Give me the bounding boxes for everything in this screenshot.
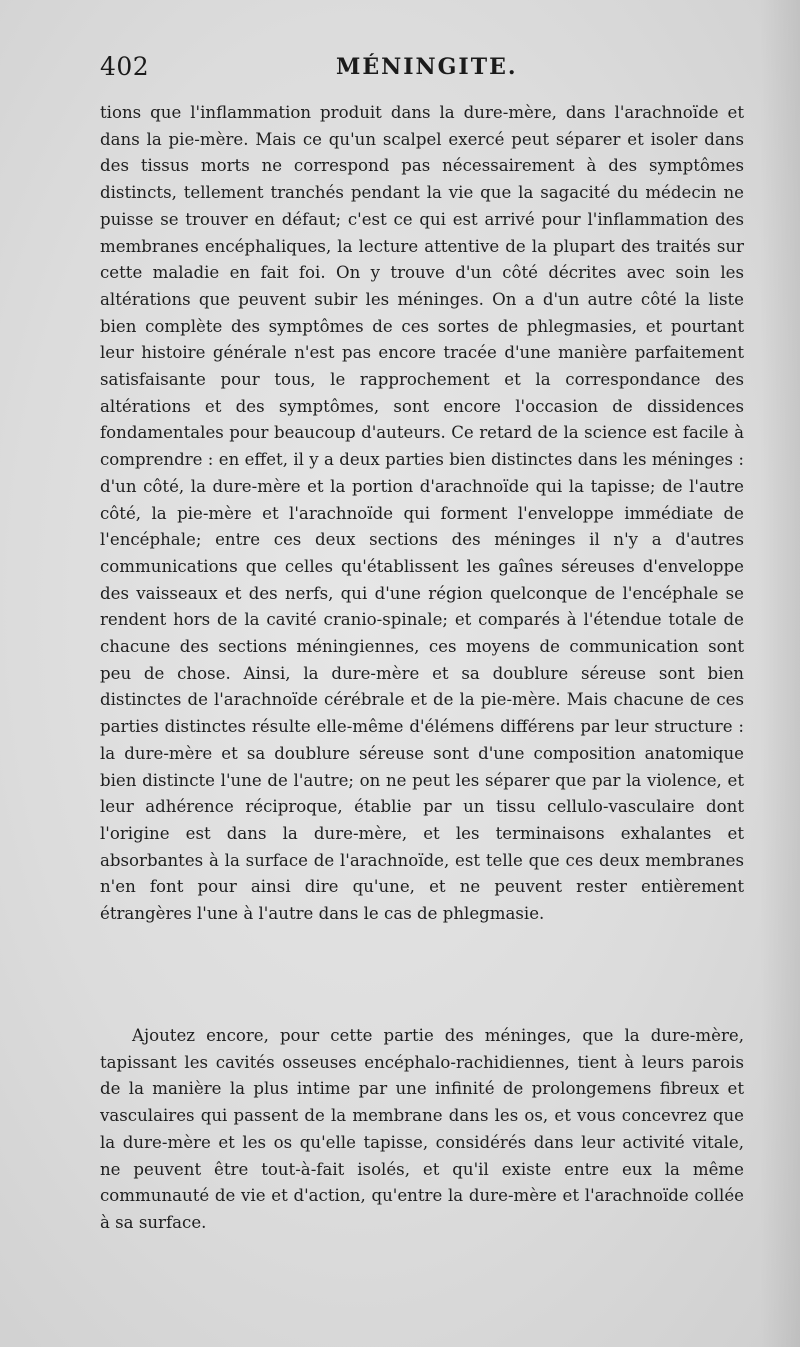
paragraph: Ajoutez encore, pour cette partie des méninges, que la dure-mère, tapissant les cavités osseuses encéphalo-rachidiennes, tient à leurs parois de la manière la plus intime par une infinité de prolongemens fibreux et vasculaires qui passent de la membrane dans les os, et vous concevrez que la dure-mère et les os qu'elle tapisse, considérés dans leur activité vitale, ne peuvent être tout-à-fait isolés, et qu'il existe entre eux la même communauté de vie et d'action, qu'entre la dure-mère et l'arachnoïde collée à sa surface.	[100, 1026, 744, 1232]
page-header	[100, 52, 744, 88]
page-number: 402	[100, 52, 150, 81]
body-text	[100, 100, 744, 1237]
page-edge-shadow	[760, 0, 800, 1347]
running-title: MÉNINGITE.	[336, 54, 518, 80]
paragraph: tions que l'inflammation produit dans la dure-mère, dans l'arachnoïde et dans la pie-mère. Mais ce qu'un scalpel exercé peut séparer et isoler dans des tissus morts ne correspond pas nécessairement à des symptômes distincts, tellement tranchés pendant la vie que la sagacité du médecin ne puisse se trouver en défaut; c'est ce qui est arrivé pour l'inflammation des membranes encéphaliques, la lecture attentive de la plupart des traités sur cette maladie en fait foi. On y trouve d'un côté décrites avec soin les altérations que peuvent subir les méninges. On a d'un autre côté la liste bien complète des symptômes de ces sortes de phlegmasies, et pourtant leur histoire générale n'est pas encore tracée d'une manière parfaitement satisfaisante pour tous, le rapprochement et la correspondance des altérations et des symptômes, sont encore l'occasion de dissidences fondamentales pour beaucoup d'auteurs. Ce retard de la science est facile à comprendre : en effet, il y a deux parties bien distinctes dans les méninges : d'un côté, la dure-mère et la portion d'arachnoïde qui la tapisse; de l'autre côté, la pie-mère et l'arachnoïde qui forment l'enveloppe immédiate de l'encéphale; entre ces deux sections des méninges il n'y a d'autres communications que celles qu'établissent les gaînes séreuses d'enveloppe des vaisseaux et des nerfs, qui d'une région quelconque de l'encéphale se rendent hors de la cavité cranio-spinale; et comparés à l'étendue totale de chacune des sections méningiennes, ces moyens de communication sont peu de chose. Ainsi, la dure-mère et sa doublure séreuse sont bien distinctes de l'arachnoïde cérébrale et de la pie-mère. Mais chacune de ces parties distinctes résulte elle-même d'élémens différens par leur structure : la dure-mère et sa doublure séreuse sont d'une composition anatomique bien distincte l'une de l'autre; on ne peut les séparer que par la violence, et leur adhérence réciproque, établie par un tissu cellulo-vasculaire dont l'origine est dans la dure-mère, et les terminaisons exhalantes et absorbantes à la surface de l'arachnoïde, est telle que ces deux membranes n'en font pour ainsi dire qu'une, et ne peuvent rester entièrement étrangères l'une à l'autre dans le cas de phlegmasie.	[100, 103, 744, 924]
